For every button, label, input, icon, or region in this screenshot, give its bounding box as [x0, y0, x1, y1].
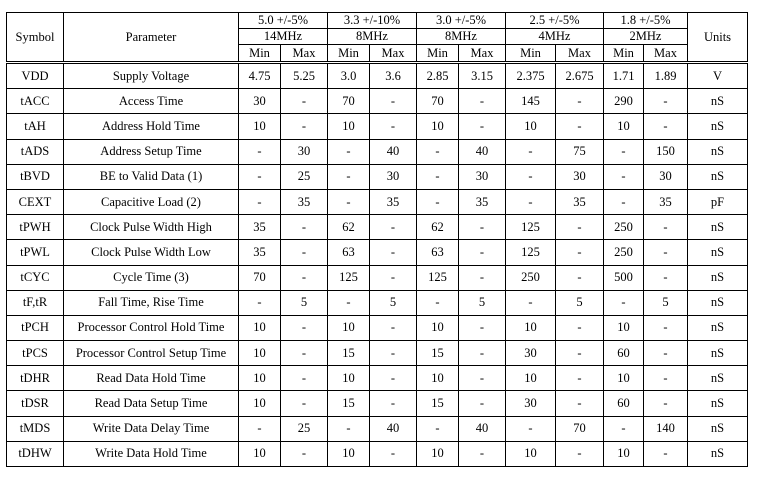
- min-value-cell: 15: [328, 391, 370, 416]
- parameter-cell: Capacitive Load (2): [64, 189, 239, 214]
- max-value-cell: -: [281, 341, 328, 366]
- min-header: Min: [239, 45, 281, 63]
- parameter-cell: Read Data Hold Time: [64, 366, 239, 391]
- min-value-cell: 15: [417, 391, 459, 416]
- parameter-cell: Processor Control Setup Time: [64, 341, 239, 366]
- min-value-cell: -: [604, 416, 644, 441]
- table-row: [7, 139, 748, 164]
- parameter-cell: Write Data Hold Time: [64, 441, 239, 466]
- min-value-cell: -: [417, 416, 459, 441]
- group-voltage-header: 1.8 +/-5%: [604, 13, 688, 29]
- max-value-cell: -: [644, 341, 688, 366]
- min-value-cell: 30: [239, 89, 281, 114]
- min-value-cell: 15: [328, 341, 370, 366]
- parameter-header: Parameter: [64, 13, 239, 63]
- table-row: [7, 441, 748, 466]
- max-value-cell: 2.675: [556, 63, 604, 89]
- min-value-cell: 70: [417, 89, 459, 114]
- max-value-cell: -: [459, 315, 506, 340]
- max-value-cell: -: [644, 315, 688, 340]
- max-value-cell: -: [556, 341, 604, 366]
- min-value-cell: 10: [604, 366, 644, 391]
- units-cell: nS: [688, 164, 748, 189]
- symbol-cell: CEXT: [7, 189, 64, 214]
- max-value-cell: -: [281, 240, 328, 265]
- min-value-cell: 10: [328, 366, 370, 391]
- parameter-cell: BE to Valid Data (1): [64, 164, 239, 189]
- max-value-cell: -: [556, 265, 604, 290]
- symbol-cell: tADS: [7, 139, 64, 164]
- min-value-cell: 250: [604, 215, 644, 240]
- max-value-cell: 40: [370, 139, 417, 164]
- min-value-cell: 63: [417, 240, 459, 265]
- min-value-cell: 10: [417, 441, 459, 466]
- max-value-cell: 30: [644, 164, 688, 189]
- symbol-cell: tDHW: [7, 441, 64, 466]
- min-value-cell: 63: [328, 240, 370, 265]
- max-value-cell: -: [459, 441, 506, 466]
- parameter-cell: Clock Pulse Width Low: [64, 240, 239, 265]
- max-value-cell: -: [644, 366, 688, 391]
- min-value-cell: -: [239, 189, 281, 214]
- symbol-cell: tDHR: [7, 366, 64, 391]
- min-header: Min: [604, 45, 644, 63]
- min-value-cell: -: [506, 416, 556, 441]
- min-value-cell: -: [604, 290, 644, 315]
- max-value-cell: -: [644, 265, 688, 290]
- group-voltage-header: 5.0 +/-5%: [239, 13, 328, 29]
- max-value-cell: -: [370, 391, 417, 416]
- max-value-cell: -: [281, 441, 328, 466]
- max-value-cell: 40: [459, 416, 506, 441]
- min-value-cell: 10: [328, 315, 370, 340]
- max-value-cell: -: [281, 391, 328, 416]
- max-value-cell: -: [370, 265, 417, 290]
- max-value-cell: 3.6: [370, 63, 417, 89]
- max-value-cell: -: [556, 215, 604, 240]
- min-value-cell: 10: [506, 441, 556, 466]
- units-cell: nS: [688, 89, 748, 114]
- min-value-cell: -: [506, 164, 556, 189]
- max-value-cell: -: [644, 215, 688, 240]
- max-value-cell: -: [459, 341, 506, 366]
- units-cell: pF: [688, 189, 748, 214]
- symbol-cell: tPCH: [7, 315, 64, 340]
- table-body: [7, 63, 748, 467]
- max-value-cell: -: [459, 265, 506, 290]
- min-value-cell: 125: [506, 240, 556, 265]
- max-value-cell: 5: [459, 290, 506, 315]
- symbol-cell: tMDS: [7, 416, 64, 441]
- min-value-cell: 10: [506, 315, 556, 340]
- max-value-cell: 35: [370, 189, 417, 214]
- parameter-cell: Read Data Setup Time: [64, 391, 239, 416]
- max-value-cell: 5.25: [281, 63, 328, 89]
- table-row: [7, 189, 748, 214]
- min-value-cell: 1.71: [604, 63, 644, 89]
- table-row: [7, 315, 748, 340]
- table-row: [7, 63, 748, 89]
- max-value-cell: 70: [556, 416, 604, 441]
- min-value-cell: 10: [506, 114, 556, 139]
- units-cell: nS: [688, 240, 748, 265]
- min-value-cell: -: [417, 189, 459, 214]
- max-value-cell: -: [370, 240, 417, 265]
- min-value-cell: -: [604, 139, 644, 164]
- max-value-cell: 5: [556, 290, 604, 315]
- max-value-cell: 35: [644, 189, 688, 214]
- group-frequency-header: 2MHz: [604, 29, 688, 45]
- parameter-cell: Clock Pulse Width High: [64, 215, 239, 240]
- max-value-cell: -: [459, 114, 506, 139]
- max-value-cell: 40: [459, 139, 506, 164]
- min-value-cell: -: [506, 189, 556, 214]
- min-value-cell: 10: [239, 366, 281, 391]
- symbol-cell: tCYC: [7, 265, 64, 290]
- table-row: [7, 265, 748, 290]
- max-value-cell: 1.89: [644, 63, 688, 89]
- symbol-cell: tF,tR: [7, 290, 64, 315]
- max-value-cell: -: [556, 441, 604, 466]
- symbol-cell: VDD: [7, 63, 64, 89]
- max-value-cell: -: [556, 240, 604, 265]
- min-value-cell: 10: [239, 341, 281, 366]
- min-value-cell: 125: [328, 265, 370, 290]
- min-value-cell: -: [417, 139, 459, 164]
- min-value-cell: -: [328, 189, 370, 214]
- table-row: [7, 215, 748, 240]
- min-value-cell: 125: [417, 265, 459, 290]
- group-voltage-header: 3.3 +/-10%: [328, 13, 417, 29]
- min-value-cell: 10: [604, 114, 644, 139]
- units-cell: nS: [688, 441, 748, 466]
- max-header: Max: [556, 45, 604, 63]
- table-row: [7, 366, 748, 391]
- min-value-cell: 10: [417, 114, 459, 139]
- max-value-cell: -: [459, 391, 506, 416]
- min-value-cell: -: [328, 164, 370, 189]
- min-value-cell: 145: [506, 89, 556, 114]
- min-value-cell: 2.85: [417, 63, 459, 89]
- symbol-cell: tBVD: [7, 164, 64, 189]
- min-value-cell: -: [239, 290, 281, 315]
- group-frequency-header: 8MHz: [328, 29, 417, 45]
- table-row: [7, 240, 748, 265]
- min-value-cell: -: [506, 139, 556, 164]
- max-value-cell: -: [370, 441, 417, 466]
- group-frequency-header: 8MHz: [417, 29, 506, 45]
- max-value-cell: 5: [370, 290, 417, 315]
- max-value-cell: 5: [644, 290, 688, 315]
- units-cell: nS: [688, 391, 748, 416]
- min-value-cell: 30: [506, 341, 556, 366]
- parameter-cell: Fall Time, Rise Time: [64, 290, 239, 315]
- max-value-cell: -: [644, 89, 688, 114]
- min-header: Min: [328, 45, 370, 63]
- max-value-cell: -: [370, 114, 417, 139]
- units-cell: nS: [688, 290, 748, 315]
- table-header: [7, 13, 748, 63]
- parameter-cell: Cycle Time (3): [64, 265, 239, 290]
- min-header: Min: [506, 45, 556, 63]
- max-value-cell: -: [281, 366, 328, 391]
- min-value-cell: 500: [604, 265, 644, 290]
- max-value-cell: -: [281, 215, 328, 240]
- min-value-cell: -: [328, 139, 370, 164]
- parameter-cell: Address Setup Time: [64, 139, 239, 164]
- max-value-cell: 30: [556, 164, 604, 189]
- symbol-cell: tACC: [7, 89, 64, 114]
- group-voltage-header: 3.0 +/-5%: [417, 13, 506, 29]
- max-header: Max: [281, 45, 328, 63]
- units-cell: V: [688, 63, 748, 89]
- symbol-cell: tAH: [7, 114, 64, 139]
- table-row: [7, 290, 748, 315]
- group-voltage-header: 2.5 +/-5%: [506, 13, 604, 29]
- max-value-cell: 3.15: [459, 63, 506, 89]
- min-value-cell: 70: [239, 265, 281, 290]
- max-value-cell: 35: [459, 189, 506, 214]
- max-value-cell: -: [556, 114, 604, 139]
- min-value-cell: 10: [417, 315, 459, 340]
- symbol-cell: tPCS: [7, 341, 64, 366]
- max-value-cell: 30: [370, 164, 417, 189]
- min-value-cell: 35: [239, 240, 281, 265]
- min-value-cell: 10: [239, 391, 281, 416]
- min-header: Min: [417, 45, 459, 63]
- min-value-cell: -: [328, 416, 370, 441]
- max-header: Max: [644, 45, 688, 63]
- max-value-cell: -: [556, 89, 604, 114]
- max-value-cell: 25: [281, 164, 328, 189]
- min-value-cell: -: [604, 189, 644, 214]
- min-value-cell: 250: [604, 240, 644, 265]
- units-cell: nS: [688, 341, 748, 366]
- parameter-cell: Write Data Delay Time: [64, 416, 239, 441]
- max-value-cell: 30: [459, 164, 506, 189]
- min-value-cell: 30: [506, 391, 556, 416]
- parameter-cell: Processor Control Hold Time: [64, 315, 239, 340]
- min-value-cell: -: [506, 290, 556, 315]
- min-value-cell: 10: [506, 366, 556, 391]
- max-value-cell: 25: [281, 416, 328, 441]
- max-value-cell: -: [281, 114, 328, 139]
- min-value-cell: 62: [328, 215, 370, 240]
- min-value-cell: -: [417, 164, 459, 189]
- units-cell: nS: [688, 265, 748, 290]
- max-value-cell: 150: [644, 139, 688, 164]
- max-value-cell: -: [556, 366, 604, 391]
- max-value-cell: -: [459, 366, 506, 391]
- max-value-cell: 30: [281, 139, 328, 164]
- min-value-cell: -: [239, 139, 281, 164]
- units-cell: nS: [688, 315, 748, 340]
- max-value-cell: -: [644, 240, 688, 265]
- min-value-cell: 250: [506, 265, 556, 290]
- min-value-cell: 60: [604, 341, 644, 366]
- max-value-cell: -: [370, 89, 417, 114]
- min-value-cell: 10: [417, 366, 459, 391]
- parameter-cell: Access Time: [64, 89, 239, 114]
- max-value-cell: -: [370, 215, 417, 240]
- min-value-cell: 10: [328, 114, 370, 139]
- min-value-cell: 290: [604, 89, 644, 114]
- units-cell: nS: [688, 139, 748, 164]
- min-value-cell: 35: [239, 215, 281, 240]
- max-value-cell: -: [281, 265, 328, 290]
- group-frequency-header: 4MHz: [506, 29, 604, 45]
- max-value-cell: 35: [281, 189, 328, 214]
- max-value-cell: -: [370, 341, 417, 366]
- max-header: Max: [370, 45, 417, 63]
- min-value-cell: 125: [506, 215, 556, 240]
- max-value-cell: -: [459, 215, 506, 240]
- max-value-cell: 5: [281, 290, 328, 315]
- min-value-cell: 62: [417, 215, 459, 240]
- max-value-cell: -: [459, 89, 506, 114]
- min-value-cell: 70: [328, 89, 370, 114]
- max-value-cell: -: [644, 114, 688, 139]
- units-cell: nS: [688, 114, 748, 139]
- min-value-cell: 10: [604, 441, 644, 466]
- table-row: [7, 114, 748, 139]
- units-header: Units: [688, 13, 748, 63]
- max-value-cell: -: [370, 366, 417, 391]
- min-value-cell: 60: [604, 391, 644, 416]
- group-frequency-header: 14MHz: [239, 29, 328, 45]
- min-value-cell: -: [239, 416, 281, 441]
- units-cell: nS: [688, 215, 748, 240]
- table-row: [7, 391, 748, 416]
- units-cell: nS: [688, 366, 748, 391]
- max-value-cell: 140: [644, 416, 688, 441]
- max-value-cell: 40: [370, 416, 417, 441]
- max-header: Max: [459, 45, 506, 63]
- units-cell: nS: [688, 416, 748, 441]
- table-row: [7, 416, 748, 441]
- parameter-cell: Supply Voltage: [64, 63, 239, 89]
- min-value-cell: 4.75: [239, 63, 281, 89]
- max-value-cell: -: [370, 315, 417, 340]
- max-value-cell: -: [556, 315, 604, 340]
- max-value-cell: -: [281, 89, 328, 114]
- min-value-cell: -: [604, 164, 644, 189]
- timing-spec-table-container: [6, 12, 748, 467]
- timing-spec-table: [6, 12, 748, 467]
- symbol-cell: tDSR: [7, 391, 64, 416]
- min-value-cell: 2.375: [506, 63, 556, 89]
- max-value-cell: -: [459, 240, 506, 265]
- min-value-cell: 10: [239, 114, 281, 139]
- table-row: [7, 341, 748, 366]
- min-value-cell: 10: [328, 441, 370, 466]
- max-value-cell: 35: [556, 189, 604, 214]
- min-value-cell: -: [417, 290, 459, 315]
- min-value-cell: 10: [604, 315, 644, 340]
- max-value-cell: -: [644, 391, 688, 416]
- symbol-cell: tPWL: [7, 240, 64, 265]
- table-row: [7, 164, 748, 189]
- min-value-cell: -: [328, 290, 370, 315]
- min-value-cell: 10: [239, 315, 281, 340]
- min-value-cell: 15: [417, 341, 459, 366]
- table-row: [7, 89, 748, 114]
- min-value-cell: -: [239, 164, 281, 189]
- max-value-cell: 75: [556, 139, 604, 164]
- min-value-cell: 3.0: [328, 63, 370, 89]
- max-value-cell: -: [281, 315, 328, 340]
- symbol-header: Symbol: [7, 13, 64, 63]
- parameter-cell: Address Hold Time: [64, 114, 239, 139]
- min-value-cell: 10: [239, 441, 281, 466]
- symbol-cell: tPWH: [7, 215, 64, 240]
- max-value-cell: -: [644, 441, 688, 466]
- max-value-cell: -: [556, 391, 604, 416]
